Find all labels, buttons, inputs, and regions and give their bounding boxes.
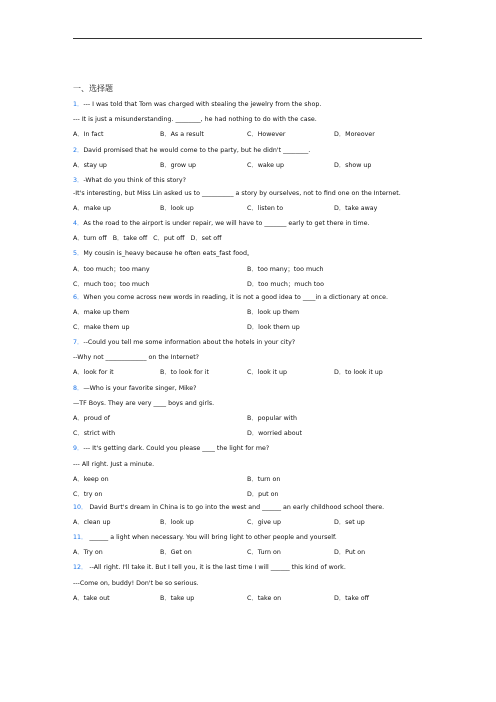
question-5: [73, 246, 423, 292]
option-c[interactable]: C．take on: [247, 594, 282, 602]
options: [73, 277, 423, 292]
question-stem-line: -It's interesting, but Miss Lin asked us to __________ a story by ourselves, not to find one on the Internet.: [73, 190, 401, 198]
question-stem: 12． --All right. I'll take it. But I tell you, it is the last time I will ______ this kind of work.: [73, 564, 346, 572]
question-number: 12．: [73, 564, 88, 572]
option-a[interactable]: A．In fact: [73, 131, 104, 139]
option-d[interactable]: D．put on: [247, 491, 279, 499]
question-number: 5．: [73, 250, 84, 258]
options: [73, 591, 423, 606]
options: [73, 127, 423, 142]
option-c[interactable]: C．Turn on: [247, 549, 281, 557]
option-b[interactable]: B．popular with: [247, 415, 298, 423]
option-a[interactable]: A．Try on: [73, 549, 103, 557]
option-d[interactable]: D．take away: [334, 204, 378, 212]
options: [73, 201, 423, 216]
question-6: [73, 292, 423, 335]
question-stem: 1．--- I was told that Tom was charged with stealing the jewelry from the shop.: [73, 101, 322, 108]
question-4: [73, 216, 423, 246]
option-b[interactable]: B．Get on: [160, 549, 192, 557]
option-c[interactable]: C．However: [247, 131, 286, 139]
question-stem: 11． ______ a light when necessary. You will bring light to other people and yourself.: [73, 534, 337, 542]
option-c[interactable]: C．put off: [153, 235, 185, 243]
options: [73, 411, 423, 426]
options: [73, 426, 423, 441]
option-d[interactable]: D．Moreover: [334, 131, 375, 139]
header-rule: [73, 38, 422, 39]
option-b[interactable]: B．turn on: [247, 475, 281, 483]
question-stem: 9．--- It's getting dark. Could you please ____ the light for me?: [73, 445, 270, 453]
options: [73, 515, 423, 530]
option-a[interactable]: A．make up them: [73, 308, 130, 316]
question-number: 2．: [73, 146, 84, 154]
question-number: 10．: [73, 504, 88, 512]
option-d[interactable]: D．to look it up: [334, 369, 383, 377]
option-a[interactable]: A．make up: [73, 204, 111, 212]
question-11: [73, 530, 423, 560]
option-d[interactable]: D．take off: [334, 594, 369, 602]
option-d[interactable]: D．set off: [190, 235, 222, 243]
question-9: [73, 441, 423, 502]
question-stem: 2．David promised that he would come to the party, but he didn't ________.: [73, 146, 311, 154]
option-a[interactable]: A．stay up: [73, 161, 107, 169]
question-stem-line: ---Come on, buddy! Don't be so serious.: [73, 579, 199, 587]
question-stem: 7．--Could you tell me some information about the hotels in your city?: [73, 339, 296, 347]
option-a[interactable]: A．take out: [73, 594, 110, 602]
options: [73, 158, 423, 173]
options: [73, 305, 423, 320]
option-b[interactable]: B．look up: [160, 518, 194, 526]
option-c[interactable]: C．much too；too much: [73, 280, 150, 288]
question-number: 4．: [73, 220, 84, 228]
question-stem: 4．As the road to the airport is under repair, we will have to _______ early to get there in time.: [73, 220, 370, 228]
option-d[interactable]: D．too much；much too: [247, 280, 324, 288]
option-a[interactable]: A．look for it: [73, 369, 114, 377]
options: [73, 545, 423, 560]
question-number: 11．: [73, 534, 88, 542]
question-10: [73, 502, 423, 530]
option-b[interactable]: B．take up: [160, 594, 195, 602]
option-a[interactable]: A．proud of: [73, 415, 110, 423]
question-stem: 10． David Burt's dream in China is to go into the west and ______ an early childhood school there.: [73, 504, 385, 512]
option-c[interactable]: C．look it up: [247, 369, 288, 377]
question-1: [73, 97, 423, 143]
option-c[interactable]: C．wake up: [247, 161, 284, 169]
question-stem-line: —TF Boys. They are very ____ boys and girls.: [73, 399, 215, 407]
question-number: 8．: [73, 384, 84, 392]
option-b[interactable]: B．look up: [160, 204, 194, 212]
exam-content: [73, 84, 423, 606]
question-stem-line: --- All right. Just a minute.: [73, 460, 155, 468]
option-c[interactable]: C．strict with: [73, 430, 116, 438]
question-7: [73, 335, 423, 381]
question-3: [73, 173, 423, 216]
option-b[interactable]: B．to look for it: [160, 369, 209, 377]
question-number: 7．: [73, 339, 84, 347]
options: [73, 231, 423, 246]
option-c[interactable]: C．make them up: [73, 323, 130, 331]
option-b[interactable]: B．grow up: [160, 161, 197, 169]
option-a[interactable]: A．turn off: [73, 235, 107, 243]
question-number: 3．: [73, 177, 84, 185]
question-number: 6．: [73, 294, 84, 302]
question-number: 1．: [73, 101, 84, 108]
question-stem-line: --- It is just a misunderstanding. ________, he had nothing to do with the case.: [73, 116, 317, 124]
option-d[interactable]: D．look them up: [247, 323, 300, 331]
option-b[interactable]: B．As a result: [160, 131, 204, 139]
option-c[interactable]: C．listen to: [247, 204, 284, 212]
option-d[interactable]: D．show up: [334, 161, 372, 169]
options: [73, 320, 423, 335]
option-a[interactable]: A．too much；too many: [73, 265, 150, 273]
question-2: [73, 143, 423, 173]
option-a[interactable]: A．keep on: [73, 475, 109, 483]
question-stem: 3．-What do you think of this story?: [73, 177, 186, 185]
option-d[interactable]: D．set up: [334, 518, 365, 526]
section-title: 一、选择题: [73, 84, 113, 93]
options: [73, 487, 423, 502]
question-number: 9．: [73, 445, 84, 453]
option-b[interactable]: B．look up them: [247, 308, 300, 316]
options: [73, 365, 423, 380]
question-stem: 5．My cousin is_heavy because he often eats_fast food。: [73, 250, 254, 258]
option-c[interactable]: C．try on: [73, 491, 103, 499]
question-stem-line: --Why not _____________ on the Internet?: [73, 354, 200, 362]
option-b[interactable]: B．too many；too much: [247, 265, 324, 273]
option-b[interactable]: B．take off: [112, 235, 148, 243]
option-c[interactable]: C．give up: [247, 518, 282, 526]
question-8: [73, 381, 423, 442]
option-d[interactable]: D．worried about: [247, 430, 303, 438]
options: [73, 472, 423, 487]
question-stem: 6．When you come across new words in reading, it is not a good idea to ____in a dictionary at once.: [73, 294, 389, 302]
question-stem: 8．—Who is your favorite singer, Mike?: [73, 384, 197, 392]
options: [73, 262, 423, 277]
question-12: [73, 560, 423, 606]
option-a[interactable]: A．clean up: [73, 518, 111, 526]
option-d[interactable]: D．Put on: [334, 549, 366, 557]
